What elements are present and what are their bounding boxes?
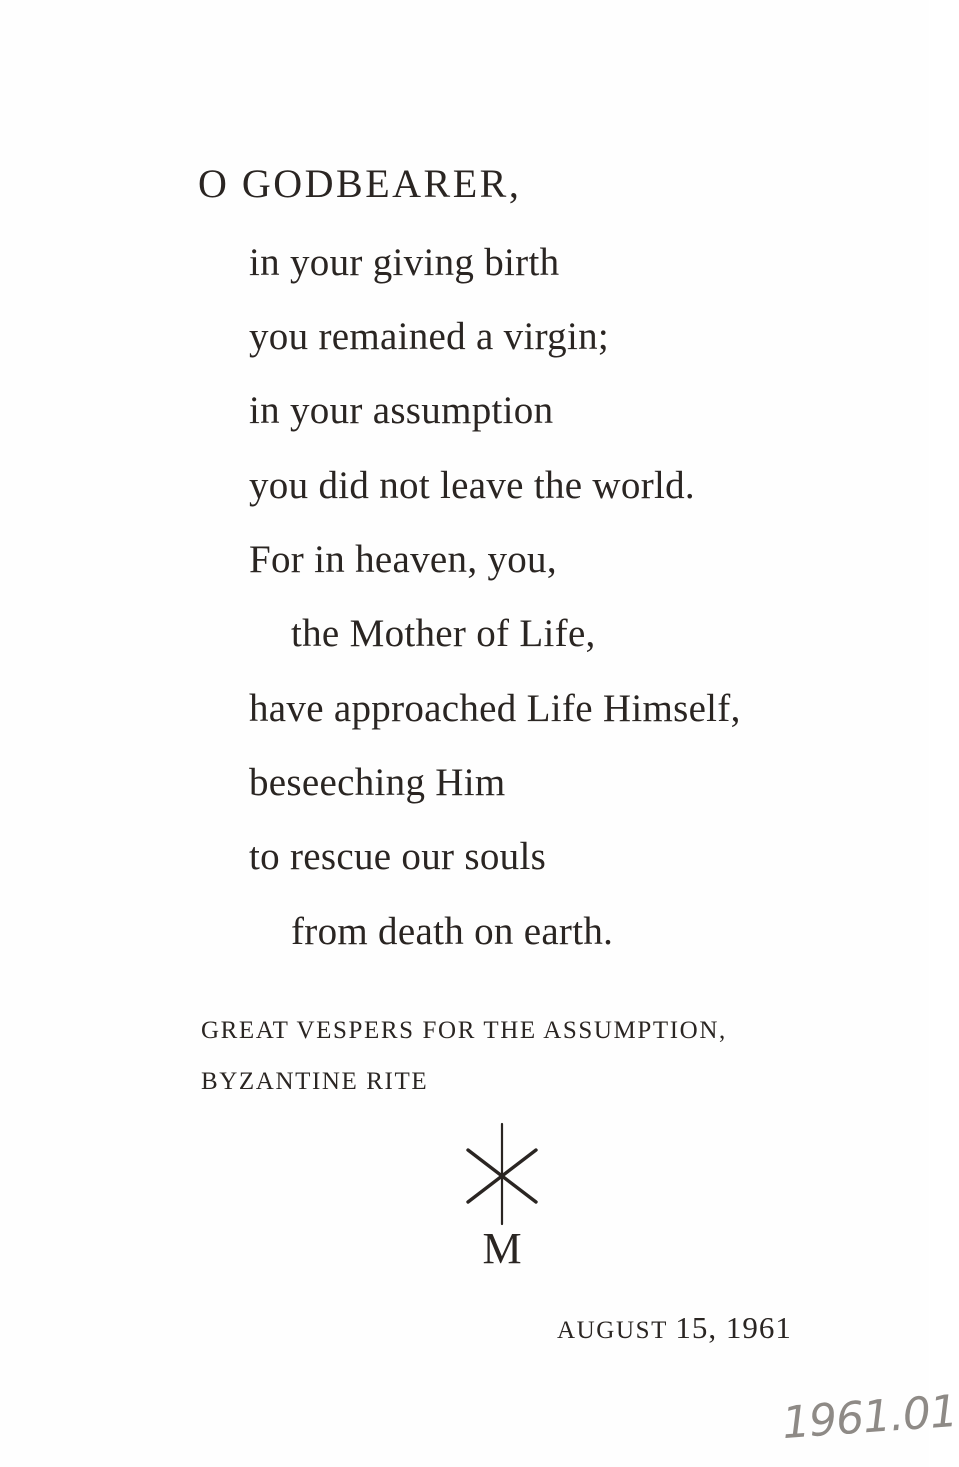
source-line-1: GREAT VESPERS FOR THE ASSUMPTION, [201, 1017, 727, 1044]
verse-line: beseeching Him [249, 761, 506, 804]
archive-number-annotation: 1961.01 [780, 1385, 959, 1450]
verse-line: from death on earth. [291, 910, 614, 953]
verse-line: have approached Life Himself, [249, 687, 741, 730]
monogram-letter: M [482, 1224, 522, 1273]
star-monogram-icon [460, 1120, 544, 1273]
verse-line: you remained a virgin; [249, 315, 610, 358]
card-heading: O GODBEARER, [198, 161, 522, 206]
verse-line: in your giving birth [249, 241, 560, 284]
verse-line: in your assumption [249, 389, 554, 432]
date-line [557, 1310, 792, 1346]
verse-line: you did not leave the world. [249, 464, 695, 507]
source-line-2: BYZANTINE RITE [201, 1068, 429, 1095]
date-day-year: 15, 1961 [675, 1310, 792, 1345]
verse-line: to rescue our souls [249, 835, 547, 878]
verse-line: For in heaven, you, [249, 538, 557, 581]
date-month: AUGUST [557, 1317, 668, 1344]
verse-line: the Mother of Life, [291, 612, 596, 655]
